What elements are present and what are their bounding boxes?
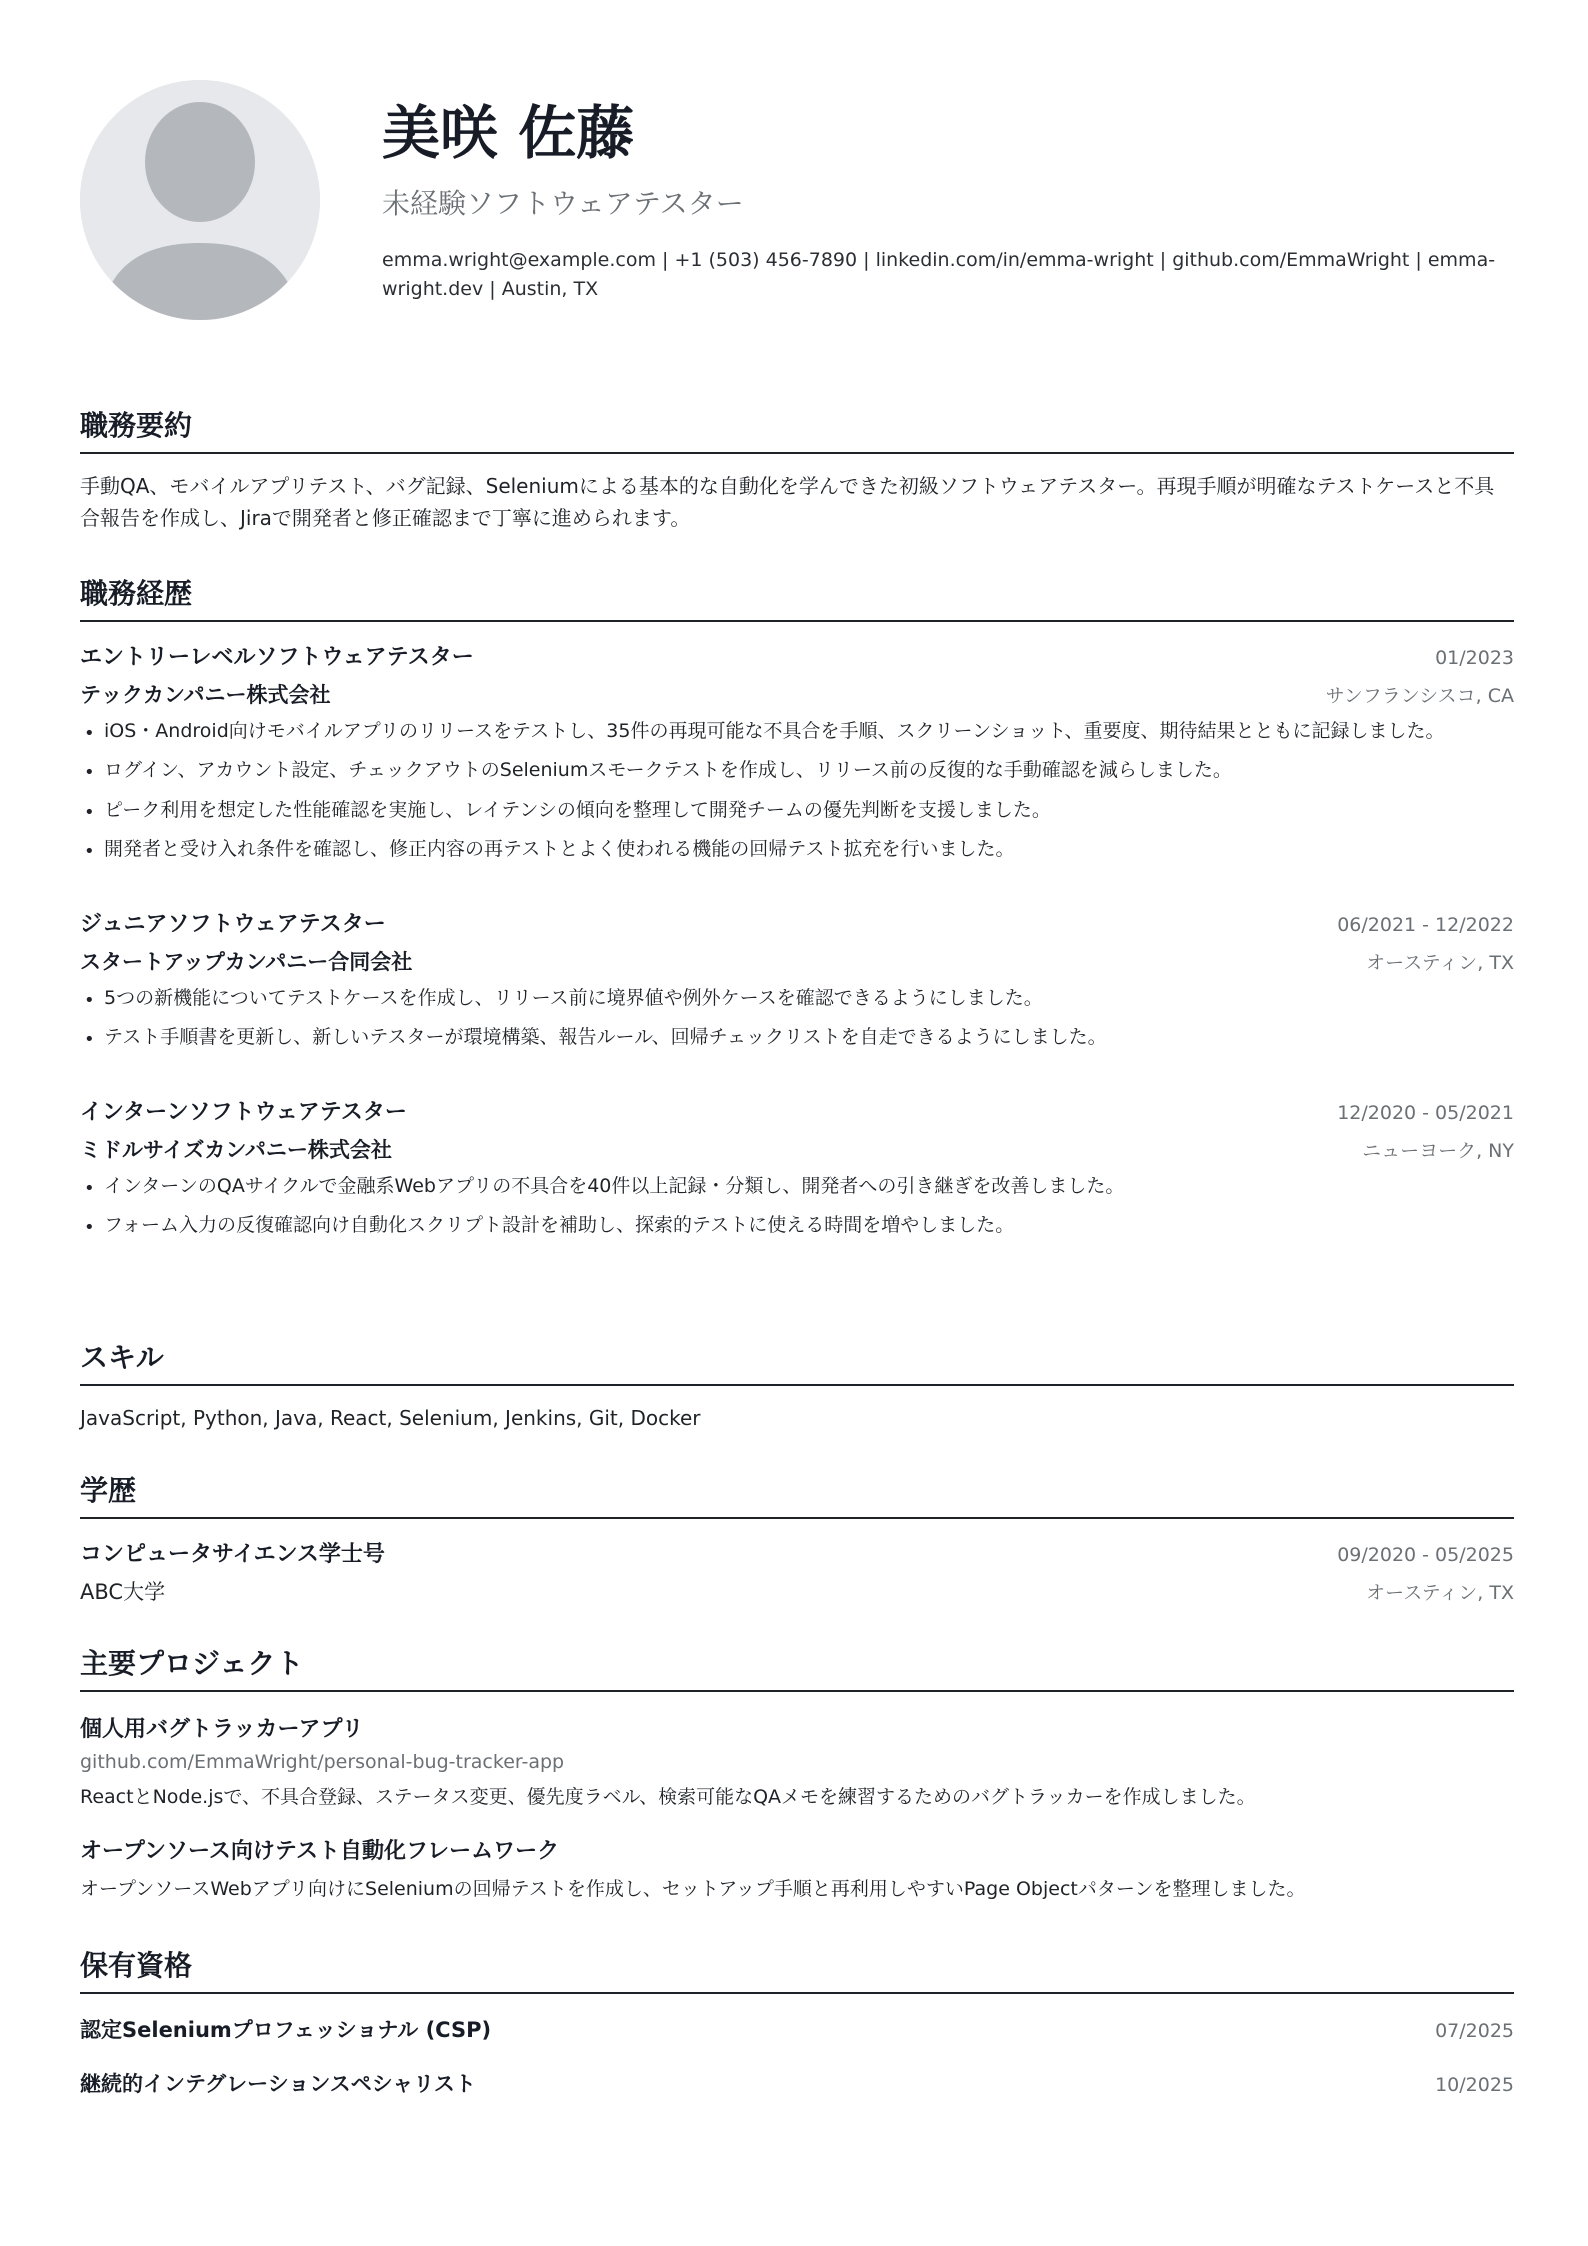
candidate-title: 未経験ソフトウェアテスター — [382, 186, 744, 220]
job-bullets — [80, 717, 1514, 865]
school-name: ABC大学 — [80, 1580, 166, 1604]
certification-name: 継続的インテグレーションスペシャリスト — [80, 2072, 476, 2096]
section-heading: スキル — [80, 1336, 1514, 1386]
project-description: オープンソースWebアプリ向けにSeleniumの回帰テストを作成し、セットアップ手順と再利用しやすいPage Objectパターンを整理しました。 — [80, 1877, 1306, 1900]
section-heading: 職務経歴 — [80, 572, 1514, 622]
bullet-item: • ログイン、アカウント設定、チェックアウトのSeleniumスモークテストを作成し、リリース前の反復的な手動確認を減らしました。 — [80, 756, 1514, 785]
job-date: 01/2023 — [1435, 647, 1514, 669]
job-entry — [80, 640, 1514, 865]
company-name: テックカンパニー株式会社 — [80, 683, 331, 707]
certification-entry — [80, 2068, 1514, 2098]
certification-date: 07/2025 — [1435, 2020, 1514, 2042]
education-date: 09/2020 - 05/2025 — [1337, 1544, 1514, 1566]
job-bullets — [80, 984, 1514, 1053]
certification-name: 認定Seleniumプロフェッショナル (CSP) — [80, 2018, 492, 2042]
experience-section — [80, 572, 1514, 1241]
education-section — [80, 1469, 1514, 1606]
job-bullets — [80, 1172, 1514, 1241]
job-title: エントリーレベルソフトウェアテスター — [80, 645, 474, 670]
company-name: ミドルサイズカンパニー株式会社 — [80, 1137, 392, 1162]
skills-section — [80, 1336, 1514, 1430]
job-entry — [80, 907, 1514, 1053]
user-silhouette-icon — [80, 80, 320, 320]
project-description: ReactとNode.jsで、不具合登録、ステータス変更、優先度ラベル、検索可能なQAメモを練習するためのバグトラッカーを作成しました。 — [80, 1786, 1256, 1808]
section-heading: 主要プロジェクト — [80, 1642, 1514, 1692]
section-heading: 保有資格 — [80, 1944, 1514, 1994]
certification-date: 10/2025 — [1435, 2074, 1514, 2096]
job-location: サンフランシスコ, CA — [1325, 685, 1514, 707]
project-entry — [80, 1712, 1514, 1812]
certification-entry — [80, 2014, 1514, 2044]
bullet-item: • テスト手順書を更新し、新しいテスターが環境構築、報告ルール、回帰チェックリストを自走できるようにしました。 — [80, 1023, 1514, 1052]
job-location: ニューヨーク, NY — [1362, 1139, 1514, 1162]
job-location: オースティン, TX — [1366, 951, 1514, 974]
job-title: ジュニアソフトウェアテスター — [80, 911, 386, 937]
projects-section — [80, 1642, 1514, 1903]
bullet-item: • 5つの新機能についてテストケースを作成し、リリース前に境界値や例外ケースを確認できるようにしました。 — [80, 984, 1514, 1013]
avatar — [80, 80, 320, 320]
header — [382, 100, 1512, 303]
skills-list: JavaScript, Python, Java, React, Selenium, Jenkins, Git, Docker — [80, 1406, 701, 1430]
education-location: オースティン, TX — [1366, 1582, 1514, 1604]
bullet-item: • iOS・Android向けモバイルアプリのリリースをテストし、35件の再現可能な不具合を手順、スクリーンショット、重要度、期待結果とともに記録しました。 — [80, 717, 1514, 746]
candidate-name: 美咲 佐藤 — [382, 99, 635, 167]
certifications-section — [80, 1944, 1514, 2098]
summary-section — [80, 404, 1514, 534]
project-link[interactable]: github.com/EmmaWright/personal-bug-tracker-app — [80, 1751, 565, 1773]
section-heading: 職務要約 — [80, 404, 1514, 454]
summary-text: 手動QA、モバイルアプリテスト、バグ記録、Seleniumによる基本的な自動化を学んできた初級ソフトウェアテスター。再現手順が明確なテストケースと不具合報告を作成し、Jiraで開発者と修正確認まで丁寧に進められます。 — [80, 474, 1495, 530]
bullet-item: • インターンのQAサイクルで金融系Webアプリの不具合を40件以上記録・分類し、開発者への引き継ぎを改善しました。 — [80, 1172, 1514, 1201]
bullet-item: • 開発者と受け入れ条件を確認し、修正内容の再テストとよく使われる機能の回帰テスト拡充を行いました。 — [80, 835, 1514, 864]
bullet-item: • フォーム入力の反復確認向け自動化スクリプト設計を補助し、探索的テストに使える時間を増やしました。 — [80, 1211, 1514, 1240]
project-name: 個人用バグトラッカーアプリ — [80, 1717, 364, 1742]
job-date: 12/2020 - 05/2021 — [1337, 1101, 1514, 1124]
section-heading: 学歴 — [80, 1469, 1514, 1519]
job-entry — [80, 1095, 1514, 1241]
job-date: 06/2021 - 12/2022 — [1337, 913, 1514, 936]
company-name: スタートアップカンパニー合同会社 — [80, 949, 413, 974]
project-name: オープンソース向けテスト自動化フレームワーク — [80, 1838, 560, 1864]
degree: コンピュータサイエンス学士号 — [80, 1542, 385, 1567]
bullet-item: • ピーク利用を想定した性能確認を実施し、レイテンシの傾向を整理して開発チームの優先判断を支援しました。 — [80, 796, 1514, 825]
job-title: インターンソフトウェアテスター — [80, 1099, 407, 1125]
contact-line: emma.wright@example.com | +1 (503) 456-7890 | linkedin.com/in/emma-wright | github.com/EmmaWright | emma-wright.dev | Austin, TX — [382, 249, 1496, 300]
project-entry — [80, 1834, 1514, 1904]
